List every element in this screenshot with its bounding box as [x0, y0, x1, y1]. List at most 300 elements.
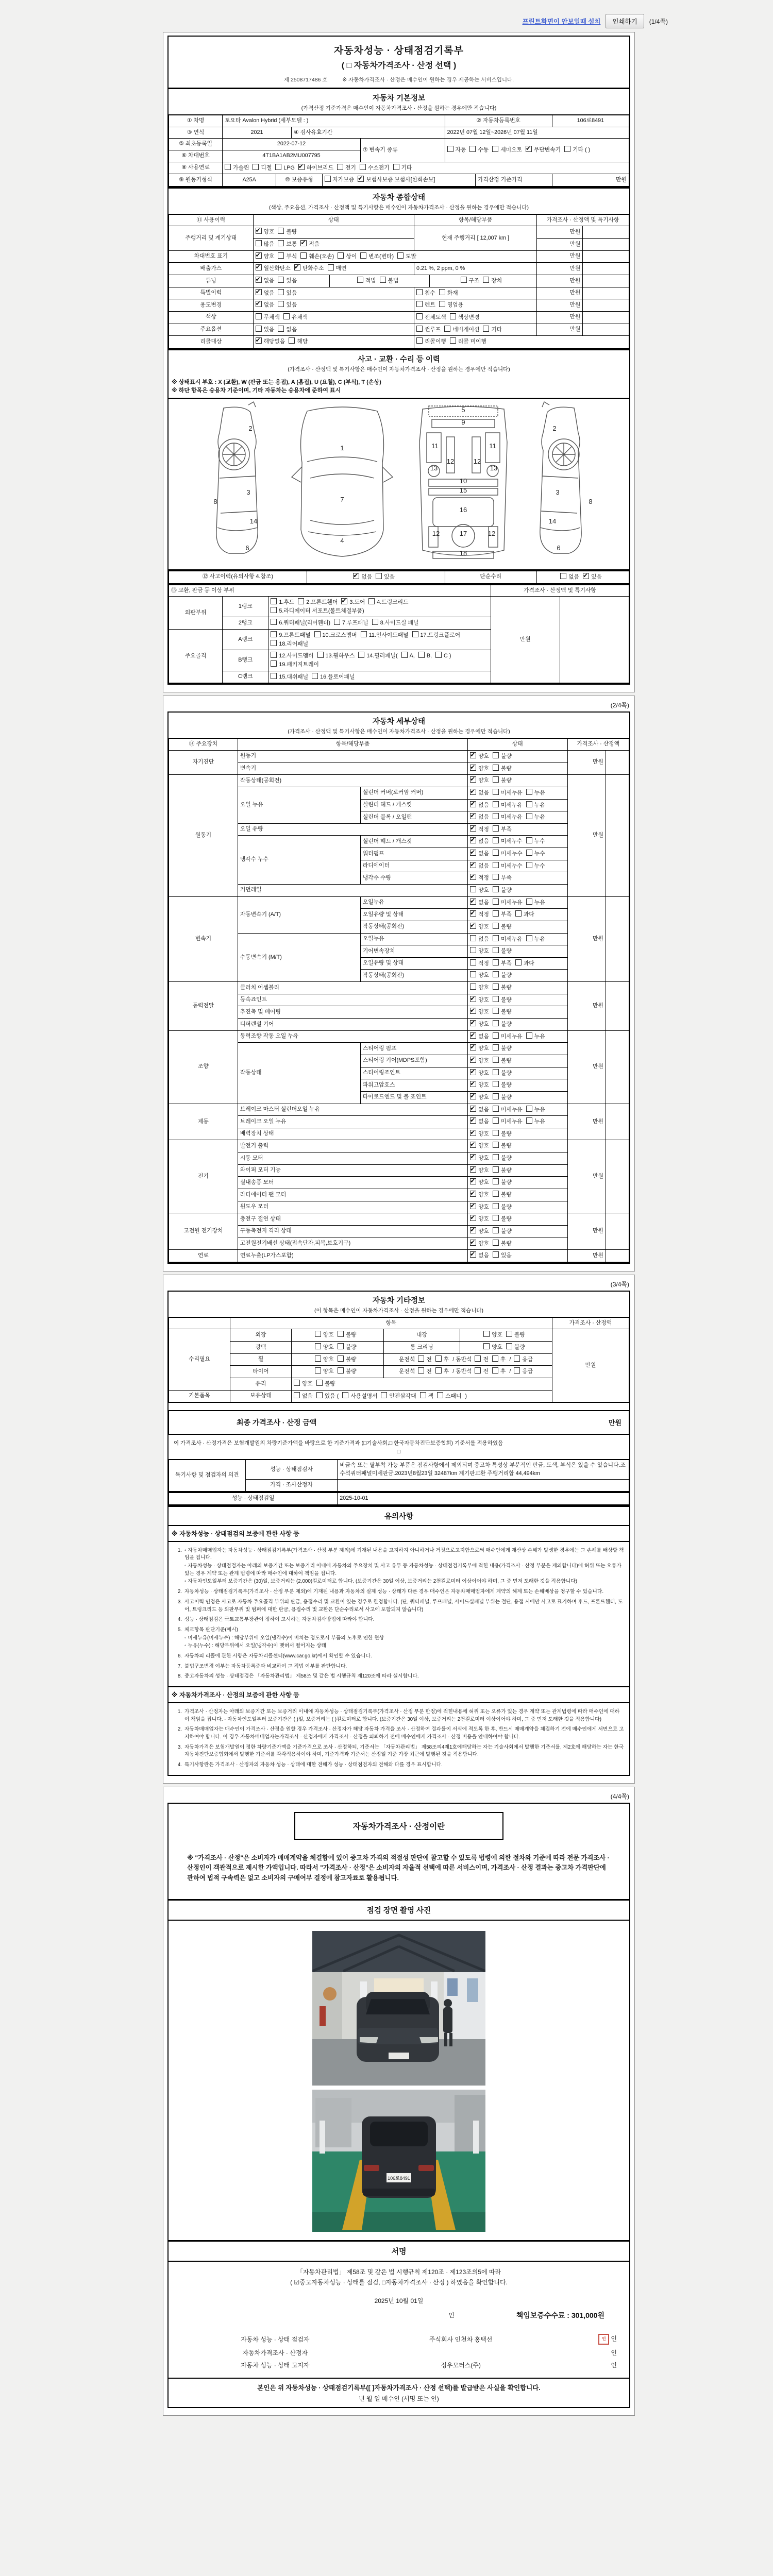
unchecked-checkbox-icon[interactable] — [278, 301, 284, 307]
unchecked-checkbox-icon[interactable] — [526, 850, 532, 856]
unchecked-checkbox-icon[interactable] — [418, 652, 425, 658]
checkbox-option[interactable] — [493, 789, 523, 798]
checkbox-option[interactable] — [401, 652, 415, 660]
checkbox-option[interactable] — [470, 825, 489, 834]
unchecked-checkbox-icon[interactable] — [271, 607, 277, 613]
unchecked-checkbox-icon[interactable] — [493, 1117, 499, 1124]
checkbox-option[interactable] — [470, 1227, 489, 1236]
checked-checkbox-icon[interactable] — [470, 1008, 476, 1014]
checked-checkbox-icon[interactable] — [470, 837, 476, 843]
unchecked-checkbox-icon[interactable] — [278, 326, 284, 332]
checked-checkbox-icon[interactable] — [470, 1081, 476, 1087]
unchecked-checkbox-icon[interactable] — [493, 886, 499, 892]
checkbox-option[interactable] — [470, 1032, 489, 1041]
checkbox-option[interactable] — [271, 598, 294, 607]
unchecked-checkbox-icon[interactable] — [493, 1178, 499, 1184]
unchecked-checkbox-icon[interactable] — [338, 1355, 344, 1362]
checkbox-option[interactable] — [526, 1117, 545, 1126]
checkbox-option[interactable] — [357, 277, 376, 285]
unchecked-checkbox-icon[interactable] — [564, 146, 570, 152]
checkbox-option[interactable] — [470, 996, 489, 1005]
checkbox-option[interactable] — [380, 277, 399, 285]
checkbox-option[interactable] — [470, 776, 489, 785]
checkbox-option[interactable] — [526, 1032, 545, 1041]
checkbox-option[interactable] — [470, 1117, 489, 1126]
unchecked-checkbox-icon[interactable] — [470, 984, 476, 990]
checkbox-option[interactable] — [483, 277, 502, 285]
checkbox-option[interactable] — [526, 789, 545, 798]
checkbox-option[interactable] — [493, 1081, 512, 1090]
checkbox-option[interactable] — [492, 146, 522, 155]
unchecked-checkbox-icon[interactable] — [493, 1008, 499, 1014]
unchecked-checkbox-icon[interactable] — [450, 337, 456, 344]
checkbox-option[interactable] — [271, 631, 310, 640]
checked-checkbox-icon[interactable] — [470, 1117, 476, 1124]
checkbox-option[interactable] — [470, 1044, 489, 1053]
checkbox-option[interactable] — [470, 971, 489, 980]
unchecked-checkbox-icon[interactable] — [253, 164, 259, 170]
checkbox-option[interactable] — [294, 1392, 313, 1401]
checkbox-option[interactable] — [470, 947, 489, 956]
unchecked-checkbox-icon[interactable] — [315, 1343, 321, 1349]
checkbox-option[interactable] — [315, 1343, 334, 1352]
checkbox-option[interactable] — [506, 1343, 525, 1352]
checkbox-option[interactable] — [493, 1203, 512, 1212]
checked-checkbox-icon[interactable] — [470, 923, 476, 929]
checkbox-option[interactable] — [470, 1240, 489, 1248]
checked-checkbox-icon[interactable] — [470, 1215, 476, 1221]
checked-checkbox-icon[interactable] — [470, 1203, 476, 1209]
unchecked-checkbox-icon[interactable] — [526, 1106, 532, 1112]
checkbox-option[interactable] — [470, 850, 489, 858]
unchecked-checkbox-icon[interactable] — [420, 1392, 426, 1398]
unchecked-checkbox-icon[interactable] — [493, 1142, 499, 1148]
unchecked-checkbox-icon[interactable] — [493, 1203, 499, 1209]
unchecked-checkbox-icon[interactable] — [493, 1154, 499, 1160]
checked-checkbox-icon[interactable] — [353, 573, 359, 579]
checkbox-option[interactable] — [493, 971, 512, 980]
unchecked-checkbox-icon[interactable] — [439, 301, 445, 307]
unchecked-checkbox-icon[interactable] — [492, 1355, 498, 1362]
unchecked-checkbox-icon[interactable] — [526, 801, 532, 807]
checkbox-option[interactable] — [493, 1130, 512, 1139]
unchecked-checkbox-icon[interactable] — [225, 164, 231, 170]
checkbox-option[interactable] — [493, 959, 512, 968]
checkbox-option[interactable] — [256, 252, 275, 261]
checkbox-option[interactable] — [435, 1367, 449, 1376]
unchecked-checkbox-icon[interactable] — [334, 619, 340, 625]
unchecked-checkbox-icon[interactable] — [493, 1215, 499, 1221]
checkbox-option[interactable] — [418, 652, 432, 660]
unchecked-checkbox-icon[interactable] — [278, 240, 284, 246]
checked-checkbox-icon[interactable] — [470, 1178, 476, 1184]
unchecked-checkbox-icon[interactable] — [493, 1251, 499, 1258]
checkbox-option[interactable] — [435, 652, 451, 660]
unchecked-checkbox-icon[interactable] — [278, 252, 284, 259]
checkbox-option[interactable] — [470, 1081, 489, 1090]
unchecked-checkbox-icon[interactable] — [360, 252, 366, 259]
unchecked-checkbox-icon[interactable] — [493, 1081, 499, 1087]
checked-checkbox-icon[interactable] — [298, 164, 305, 170]
unchecked-checkbox-icon[interactable] — [493, 1044, 499, 1050]
checkbox-option[interactable] — [526, 935, 545, 944]
unchecked-checkbox-icon[interactable] — [470, 971, 476, 977]
unchecked-checkbox-icon[interactable] — [271, 652, 277, 658]
checked-checkbox-icon[interactable] — [470, 1106, 476, 1112]
unchecked-checkbox-icon[interactable] — [493, 837, 499, 843]
checked-checkbox-icon[interactable] — [470, 996, 476, 1002]
checkbox-option[interactable] — [256, 313, 280, 322]
unchecked-checkbox-icon[interactable] — [256, 240, 262, 246]
unchecked-checkbox-icon[interactable] — [493, 959, 499, 965]
checkbox-option[interactable] — [470, 813, 489, 822]
checkbox-option[interactable] — [493, 1069, 512, 1078]
checked-checkbox-icon[interactable] — [470, 1057, 476, 1063]
unchecked-checkbox-icon[interactable] — [493, 971, 499, 977]
checkbox-option[interactable] — [353, 573, 372, 582]
checkbox-option[interactable] — [358, 176, 435, 184]
unchecked-checkbox-icon[interactable] — [300, 252, 307, 259]
unchecked-checkbox-icon[interactable] — [289, 337, 295, 344]
unchecked-checkbox-icon[interactable] — [526, 1117, 532, 1124]
checkbox-option[interactable] — [300, 252, 334, 261]
checkbox-option[interactable] — [334, 619, 368, 628]
checked-checkbox-icon[interactable] — [470, 910, 476, 917]
checkbox-option[interactable] — [461, 277, 480, 285]
checked-checkbox-icon[interactable] — [526, 146, 532, 152]
checkbox-option[interactable] — [294, 264, 324, 273]
unchecked-checkbox-icon[interactable] — [435, 1367, 442, 1374]
unchecked-checkbox-icon[interactable] — [469, 146, 476, 152]
checkbox-option[interactable] — [271, 607, 364, 616]
checkbox-option[interactable] — [316, 1380, 335, 1388]
unchecked-checkbox-icon[interactable] — [401, 652, 408, 658]
checked-checkbox-icon[interactable] — [470, 874, 476, 880]
unchecked-checkbox-icon[interactable] — [418, 1355, 424, 1362]
unchecked-checkbox-icon[interactable] — [483, 326, 489, 332]
unchecked-checkbox-icon[interactable] — [493, 850, 499, 856]
unchecked-checkbox-icon[interactable] — [358, 652, 364, 658]
checkbox-option[interactable] — [470, 874, 489, 883]
checkbox-option[interactable] — [338, 1355, 357, 1364]
unchecked-checkbox-icon[interactable] — [470, 935, 476, 941]
unchecked-checkbox-icon[interactable] — [444, 326, 450, 332]
checkbox-option[interactable] — [416, 301, 435, 310]
unchecked-checkbox-icon[interactable] — [493, 801, 499, 807]
checkbox-option[interactable] — [470, 1069, 489, 1078]
unchecked-checkbox-icon[interactable] — [493, 789, 499, 795]
checkbox-option[interactable] — [439, 301, 463, 310]
checked-checkbox-icon[interactable] — [256, 277, 262, 283]
checkbox-option[interactable] — [450, 313, 480, 322]
unchecked-checkbox-icon[interactable] — [361, 631, 367, 637]
checkbox-option[interactable] — [470, 1106, 489, 1114]
checkbox-option[interactable] — [435, 1355, 449, 1364]
checkbox-option[interactable] — [444, 326, 479, 334]
checkbox-option[interactable] — [470, 910, 489, 919]
checkbox-option[interactable] — [470, 899, 489, 907]
checkbox-option[interactable] — [514, 1367, 533, 1376]
unchecked-checkbox-icon[interactable] — [470, 886, 476, 892]
checkbox-option[interactable] — [337, 164, 356, 173]
unchecked-checkbox-icon[interactable] — [560, 573, 566, 579]
checkbox-option[interactable] — [493, 910, 512, 919]
checkbox-option[interactable] — [317, 652, 355, 660]
checkbox-option[interactable] — [470, 765, 489, 773]
unchecked-checkbox-icon[interactable] — [526, 1032, 532, 1039]
checkbox-option[interactable] — [470, 886, 489, 895]
unchecked-checkbox-icon[interactable] — [342, 1392, 348, 1398]
checkbox-option[interactable] — [493, 874, 512, 883]
checkbox-option[interactable] — [420, 1392, 433, 1401]
checkbox-option[interactable] — [493, 1227, 512, 1236]
checkbox-option[interactable] — [470, 837, 489, 846]
checkbox-option[interactable] — [360, 164, 390, 173]
checkbox-option[interactable] — [483, 326, 502, 334]
unchecked-checkbox-icon[interactable] — [475, 1355, 481, 1362]
unchecked-checkbox-icon[interactable] — [372, 619, 378, 625]
unchecked-checkbox-icon[interactable] — [493, 765, 499, 771]
checked-checkbox-icon[interactable] — [470, 1069, 476, 1075]
checkbox-option[interactable] — [493, 1251, 512, 1260]
checkbox-option[interactable] — [493, 1191, 512, 1199]
checkbox-option[interactable] — [360, 252, 394, 261]
unchecked-checkbox-icon[interactable] — [338, 1331, 344, 1337]
checkbox-option[interactable] — [397, 252, 416, 261]
checked-checkbox-icon[interactable] — [470, 789, 476, 795]
checkbox-option[interactable] — [256, 289, 275, 298]
checkbox-option[interactable] — [493, 899, 523, 907]
unchecked-checkbox-icon[interactable] — [526, 862, 532, 868]
checkbox-option[interactable] — [338, 1367, 357, 1376]
unchecked-checkbox-icon[interactable] — [492, 1367, 498, 1374]
unchecked-checkbox-icon[interactable] — [315, 1367, 321, 1374]
unchecked-checkbox-icon[interactable] — [298, 598, 304, 604]
checkbox-option[interactable] — [315, 1355, 334, 1364]
checkbox-option[interactable] — [526, 1106, 545, 1114]
checkbox-option[interactable] — [470, 801, 489, 810]
checkbox-option[interactable] — [470, 1178, 489, 1187]
checked-checkbox-icon[interactable] — [256, 228, 262, 234]
checkbox-option[interactable] — [439, 289, 458, 298]
unchecked-checkbox-icon[interactable] — [338, 252, 344, 259]
checkbox-option[interactable] — [300, 240, 320, 249]
unchecked-checkbox-icon[interactable] — [493, 1166, 499, 1173]
checkbox-option[interactable] — [493, 984, 512, 992]
checkbox-option[interactable] — [338, 1331, 357, 1340]
checkbox-option[interactable] — [470, 1203, 489, 1212]
unchecked-checkbox-icon[interactable] — [416, 337, 423, 344]
unchecked-checkbox-icon[interactable] — [493, 947, 499, 953]
checkbox-option[interactable] — [315, 1367, 334, 1376]
checked-checkbox-icon[interactable] — [470, 1191, 476, 1197]
unchecked-checkbox-icon[interactable] — [526, 935, 532, 941]
unchecked-checkbox-icon[interactable] — [435, 652, 442, 658]
unchecked-checkbox-icon[interactable] — [416, 301, 423, 307]
checked-checkbox-icon[interactable] — [470, 1020, 476, 1026]
checked-checkbox-icon[interactable] — [256, 264, 262, 270]
unchecked-checkbox-icon[interactable] — [493, 1093, 499, 1099]
checkbox-option[interactable] — [493, 862, 523, 871]
checkbox-option[interactable] — [376, 573, 395, 582]
unchecked-checkbox-icon[interactable] — [470, 959, 476, 965]
unchecked-checkbox-icon[interactable] — [381, 1392, 387, 1398]
unchecked-checkbox-icon[interactable] — [493, 1130, 499, 1136]
checkbox-option[interactable] — [493, 996, 512, 1005]
unchecked-checkbox-icon[interactable] — [493, 1020, 499, 1026]
unchecked-checkbox-icon[interactable] — [526, 837, 532, 843]
checkbox-option[interactable] — [469, 146, 489, 155]
checkbox-option[interactable] — [475, 1367, 488, 1376]
checked-checkbox-icon[interactable] — [470, 850, 476, 856]
unchecked-checkbox-icon[interactable] — [315, 1355, 321, 1362]
checkbox-option[interactable] — [298, 598, 338, 607]
checkbox-option[interactable] — [256, 277, 275, 285]
checked-checkbox-icon[interactable] — [583, 573, 589, 579]
checkbox-option[interactable] — [470, 1008, 489, 1016]
unchecked-checkbox-icon[interactable] — [380, 277, 386, 283]
checkbox-option[interactable] — [256, 326, 275, 334]
checked-checkbox-icon[interactable] — [470, 825, 476, 832]
unchecked-checkbox-icon[interactable] — [526, 789, 532, 795]
checkbox-option[interactable] — [256, 264, 291, 273]
unchecked-checkbox-icon[interactable] — [493, 813, 499, 819]
unchecked-checkbox-icon[interactable] — [337, 164, 343, 170]
checkbox-option[interactable] — [493, 1106, 523, 1114]
checkbox-option[interactable] — [493, 1020, 512, 1029]
checkbox-option[interactable] — [381, 1392, 416, 1401]
checked-checkbox-icon[interactable] — [294, 264, 300, 270]
checked-checkbox-icon[interactable] — [470, 862, 476, 868]
checkbox-option[interactable] — [418, 1355, 431, 1364]
unchecked-checkbox-icon[interactable] — [271, 660, 277, 667]
checked-checkbox-icon[interactable] — [470, 752, 476, 758]
checkbox-option[interactable] — [298, 164, 333, 173]
checkbox-option[interactable] — [493, 1142, 512, 1150]
checkbox-option[interactable] — [475, 1355, 488, 1364]
checked-checkbox-icon[interactable] — [470, 1130, 476, 1136]
unchecked-checkbox-icon[interactable] — [493, 935, 499, 941]
checked-checkbox-icon[interactable] — [358, 176, 364, 182]
checkbox-option[interactable] — [493, 1093, 512, 1102]
unchecked-checkbox-icon[interactable] — [493, 776, 499, 783]
checkbox-option[interactable] — [278, 277, 297, 285]
checkbox-option[interactable] — [256, 301, 275, 310]
unchecked-checkbox-icon[interactable] — [493, 899, 499, 905]
checkbox-option[interactable] — [493, 1154, 512, 1163]
unchecked-checkbox-icon[interactable] — [493, 752, 499, 758]
unchecked-checkbox-icon[interactable] — [368, 598, 375, 604]
unchecked-checkbox-icon[interactable] — [294, 1392, 300, 1398]
checkbox-option[interactable] — [526, 146, 561, 155]
print-button[interactable]: 인쇄하기 — [606, 14, 644, 28]
checkbox-option[interactable] — [526, 801, 545, 810]
unchecked-checkbox-icon[interactable] — [514, 1367, 520, 1374]
checkbox-option[interactable] — [437, 1392, 461, 1401]
checkbox-option[interactable] — [278, 252, 297, 261]
price-basis-checkbox[interactable]: □ — [397, 1449, 401, 1455]
unchecked-checkbox-icon[interactable] — [397, 252, 404, 259]
checkbox-option[interactable] — [328, 264, 347, 273]
unchecked-checkbox-icon[interactable] — [493, 1191, 499, 1197]
unchecked-checkbox-icon[interactable] — [316, 1392, 323, 1398]
checkbox-option[interactable] — [470, 752, 489, 761]
unchecked-checkbox-icon[interactable] — [526, 813, 532, 819]
checkbox-option[interactable] — [493, 837, 523, 846]
unchecked-checkbox-icon[interactable] — [493, 996, 499, 1002]
checkbox-option[interactable] — [325, 176, 355, 184]
checkbox-option[interactable] — [470, 959, 489, 968]
checkbox-option[interactable] — [256, 228, 275, 236]
checkbox-option[interactable] — [493, 1044, 512, 1053]
checkbox-option[interactable] — [493, 935, 523, 944]
checkbox-option[interactable] — [361, 631, 409, 640]
checkbox-option[interactable] — [470, 1057, 489, 1065]
checkbox-option[interactable] — [368, 598, 408, 607]
checkbox-option[interactable] — [416, 289, 435, 298]
checked-checkbox-icon[interactable] — [256, 252, 262, 259]
checkbox-option[interactable] — [256, 240, 275, 249]
checked-checkbox-icon[interactable] — [470, 765, 476, 771]
checked-checkbox-icon[interactable] — [470, 1044, 476, 1050]
checkbox-option[interactable] — [416, 326, 441, 334]
checked-checkbox-icon[interactable] — [470, 1093, 476, 1099]
checkbox-option[interactable] — [483, 1343, 502, 1352]
checkbox-option[interactable] — [493, 886, 512, 895]
checkbox-option[interactable] — [526, 850, 545, 858]
checkbox-option[interactable] — [470, 1191, 489, 1199]
checked-checkbox-icon[interactable] — [256, 337, 262, 344]
checkbox-option[interactable] — [470, 935, 489, 944]
checkbox-option[interactable] — [470, 1020, 489, 1029]
checked-checkbox-icon[interactable] — [470, 776, 476, 783]
unchecked-checkbox-icon[interactable] — [493, 874, 499, 880]
checkbox-option[interactable] — [470, 862, 489, 871]
unchecked-checkbox-icon[interactable] — [418, 1367, 424, 1374]
unchecked-checkbox-icon[interactable] — [278, 228, 284, 234]
checkbox-option[interactable] — [253, 164, 272, 173]
unchecked-checkbox-icon[interactable] — [493, 862, 499, 868]
checkbox-option[interactable] — [493, 801, 523, 810]
checkbox-option[interactable] — [338, 252, 357, 261]
unchecked-checkbox-icon[interactable] — [271, 640, 277, 646]
checkbox-option[interactable] — [470, 1130, 489, 1139]
checkbox-option[interactable] — [278, 240, 297, 249]
checkbox-option[interactable] — [275, 164, 295, 173]
unchecked-checkbox-icon[interactable] — [483, 277, 489, 283]
unchecked-checkbox-icon[interactable] — [338, 1367, 344, 1374]
checkbox-option[interactable] — [470, 1251, 489, 1260]
checked-checkbox-icon[interactable] — [341, 598, 347, 604]
checkbox-option[interactable] — [358, 652, 397, 660]
checkbox-option[interactable] — [447, 146, 466, 155]
checked-checkbox-icon[interactable] — [470, 1154, 476, 1160]
unchecked-checkbox-icon[interactable] — [461, 277, 467, 283]
unchecked-checkbox-icon[interactable] — [312, 673, 318, 679]
checked-checkbox-icon[interactable] — [256, 301, 262, 307]
unchecked-checkbox-icon[interactable] — [271, 631, 277, 637]
unchecked-checkbox-icon[interactable] — [493, 910, 499, 917]
unchecked-checkbox-icon[interactable] — [526, 899, 532, 905]
checkbox-option[interactable] — [294, 1380, 313, 1388]
checkbox-option[interactable] — [493, 1240, 512, 1248]
unchecked-checkbox-icon[interactable] — [271, 598, 277, 604]
unchecked-checkbox-icon[interactable] — [271, 673, 277, 679]
unchecked-checkbox-icon[interactable] — [275, 164, 281, 170]
checkbox-option[interactable] — [271, 640, 308, 649]
checked-checkbox-icon[interactable] — [256, 289, 262, 295]
checkbox-option[interactable] — [416, 313, 446, 322]
